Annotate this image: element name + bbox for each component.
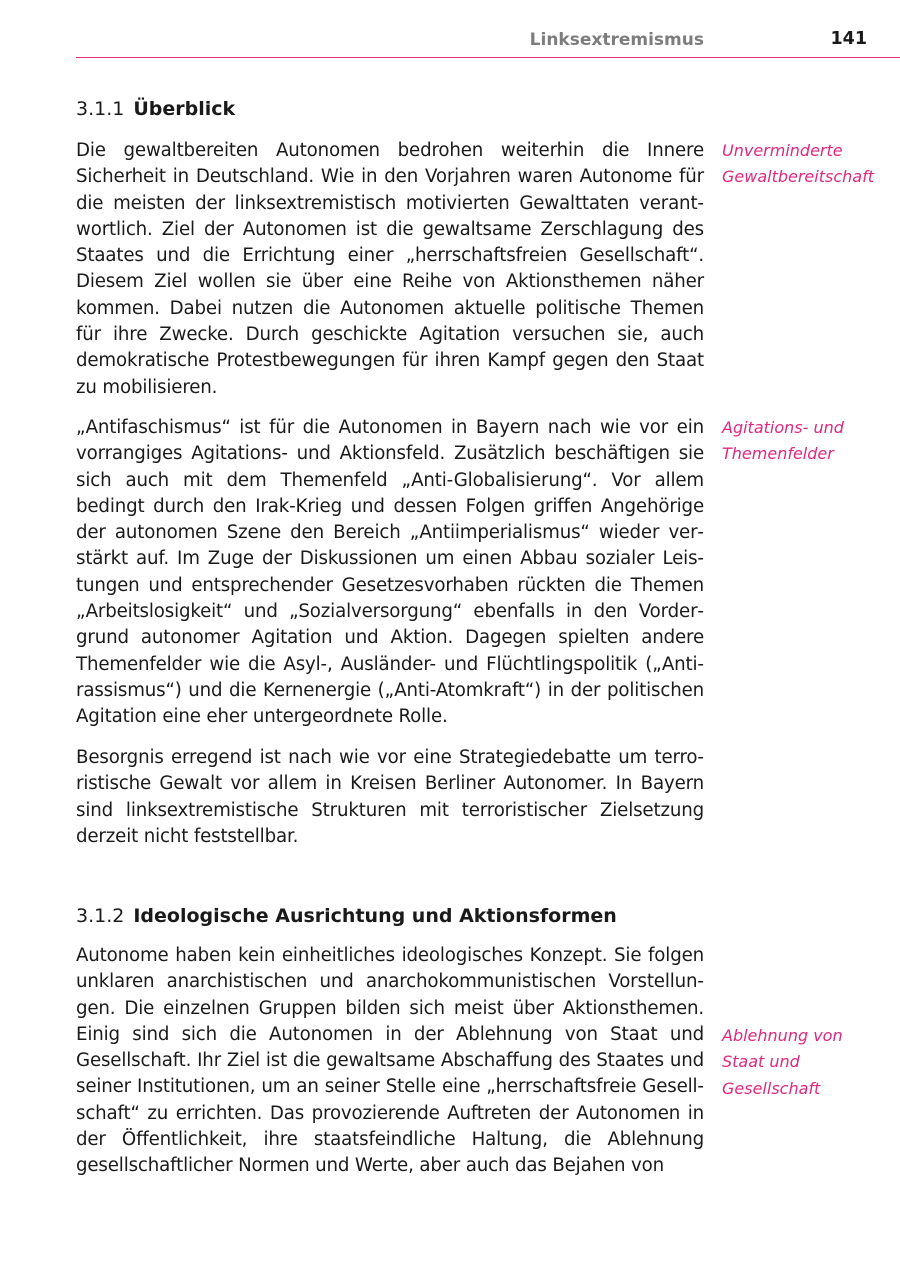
section-title: Überblick bbox=[133, 98, 236, 120]
margin-note-line: Themenfelder bbox=[722, 444, 834, 464]
page-header bbox=[76, 26, 900, 58]
margin-note-line: Unverminderte bbox=[722, 141, 843, 160]
running-head-title: Linksextremismus bbox=[529, 30, 704, 50]
margin-note-line: Staat und bbox=[722, 1052, 800, 1072]
margin-note-line: Gewaltbereitschaft bbox=[722, 167, 874, 187]
body-paragraph: Die gewaltbereiten Autonomen bedrohen weiterhin die Innere Sicherheit in Deutschland. Wie in den Vorjahren waren Autonome für die meisten der linksextremistisch motivierten Gewalttaten verantwortlich. Ziel der Autonomen ist die gewaltsame Zerschlagung des Staates und die Errichtung einer „herrschaftsfreien Gesellschaft“. Diesem Ziel wollen sie über eine Reihe von Aktionsthemen näher kommen. Dabei nutzen die Autonomen aktuelle politische Themen für ihre Zwecke. Durch geschickte Agitation versuchen sie, auch demokratische Protestbewegungen für ihren Kampf gegen den Staat zu mobilisieren. bbox=[76, 140, 704, 398]
body-paragraph: Besorgnis erregend ist nach wie vor eine Strategiedebatte um terroristische Gewalt vor allem in Kreisen Berliner Autonomer. In Bayern sind linksextremistische Strukturen mit terroristischer Zielsetzung derzeit nicht feststellbar. bbox=[76, 747, 704, 847]
margin-note bbox=[722, 1023, 892, 1102]
section-number: 3.1.2 bbox=[76, 905, 125, 927]
margin-note-line: Ablehnung von bbox=[722, 1026, 843, 1045]
body-paragraph: „Antifaschismus“ ist für die Autonomen in Bayern nach wie vor ein vorrangiges Agitations- und Aktionsfeld. Zusätzlich beschäftigen sie sich auch mit dem Themenfeld „Anti-Globalisierung“. Vor allem bedingt durch den Irak-Krieg und dessen Folgen griffen Angehörige der autonomen Szene den Bereich „Antiimperialismus“ wieder verstärkt auf. Im Zuge der Diskussionen um einen Abbau sozialer Leistungen und entsprechender Gesetzesvorhaben rückten die Themen „Arbeitslosigkeit“ und „Sozialversorgung“ ebenfalls in den Vordergrund autonomer Agitation und Aktion. Dagegen spielten andere Themenfelder wie die Asyl-, Ausländer- und Flüchtlingspolitik („Antirassismus“) und die Kernenergie („Anti-Atomkraft“) in der politischen Agitation eine eher untergeordnete Rolle. bbox=[76, 417, 704, 728]
section-title: Ideologische Ausrichtung und Aktionsformen bbox=[133, 905, 617, 927]
margin-note bbox=[722, 415, 892, 468]
margin-note bbox=[722, 138, 892, 191]
margin-note-line: Agitations- und bbox=[722, 418, 844, 437]
body-paragraph: Autonome haben kein einheitliches ideologisches Konzept. Sie folgen unklaren anarchistischen und anarchokommunistischen Vorstellungen. Die einzelnen Gruppen bilden sich meist über Aktionsthemen. Einig sind sich die Autonomen in der Ablehnung von Staat und Gesellschaft. Ihr Ziel ist die gewaltsame Abschaffung des Staates und seiner Institutionen, um an seiner Stelle eine „herrschaftsfreie Gesellschaft“ zu errichten. Das provozierende Auftreten der Autonomen in der Öffentlichkeit, ihre staatsfeindliche Haltung, die Ablehnung gesellschaftlicher Normen und Werte, aber auch das Bejahen von bbox=[76, 945, 704, 1177]
section-number: 3.1.1 bbox=[76, 98, 125, 120]
page-number: 141 bbox=[830, 29, 867, 49]
section-heading-ideology bbox=[76, 904, 617, 928]
section-heading-overview bbox=[76, 97, 235, 121]
margin-note-line: Gesellschaft bbox=[722, 1078, 821, 1098]
